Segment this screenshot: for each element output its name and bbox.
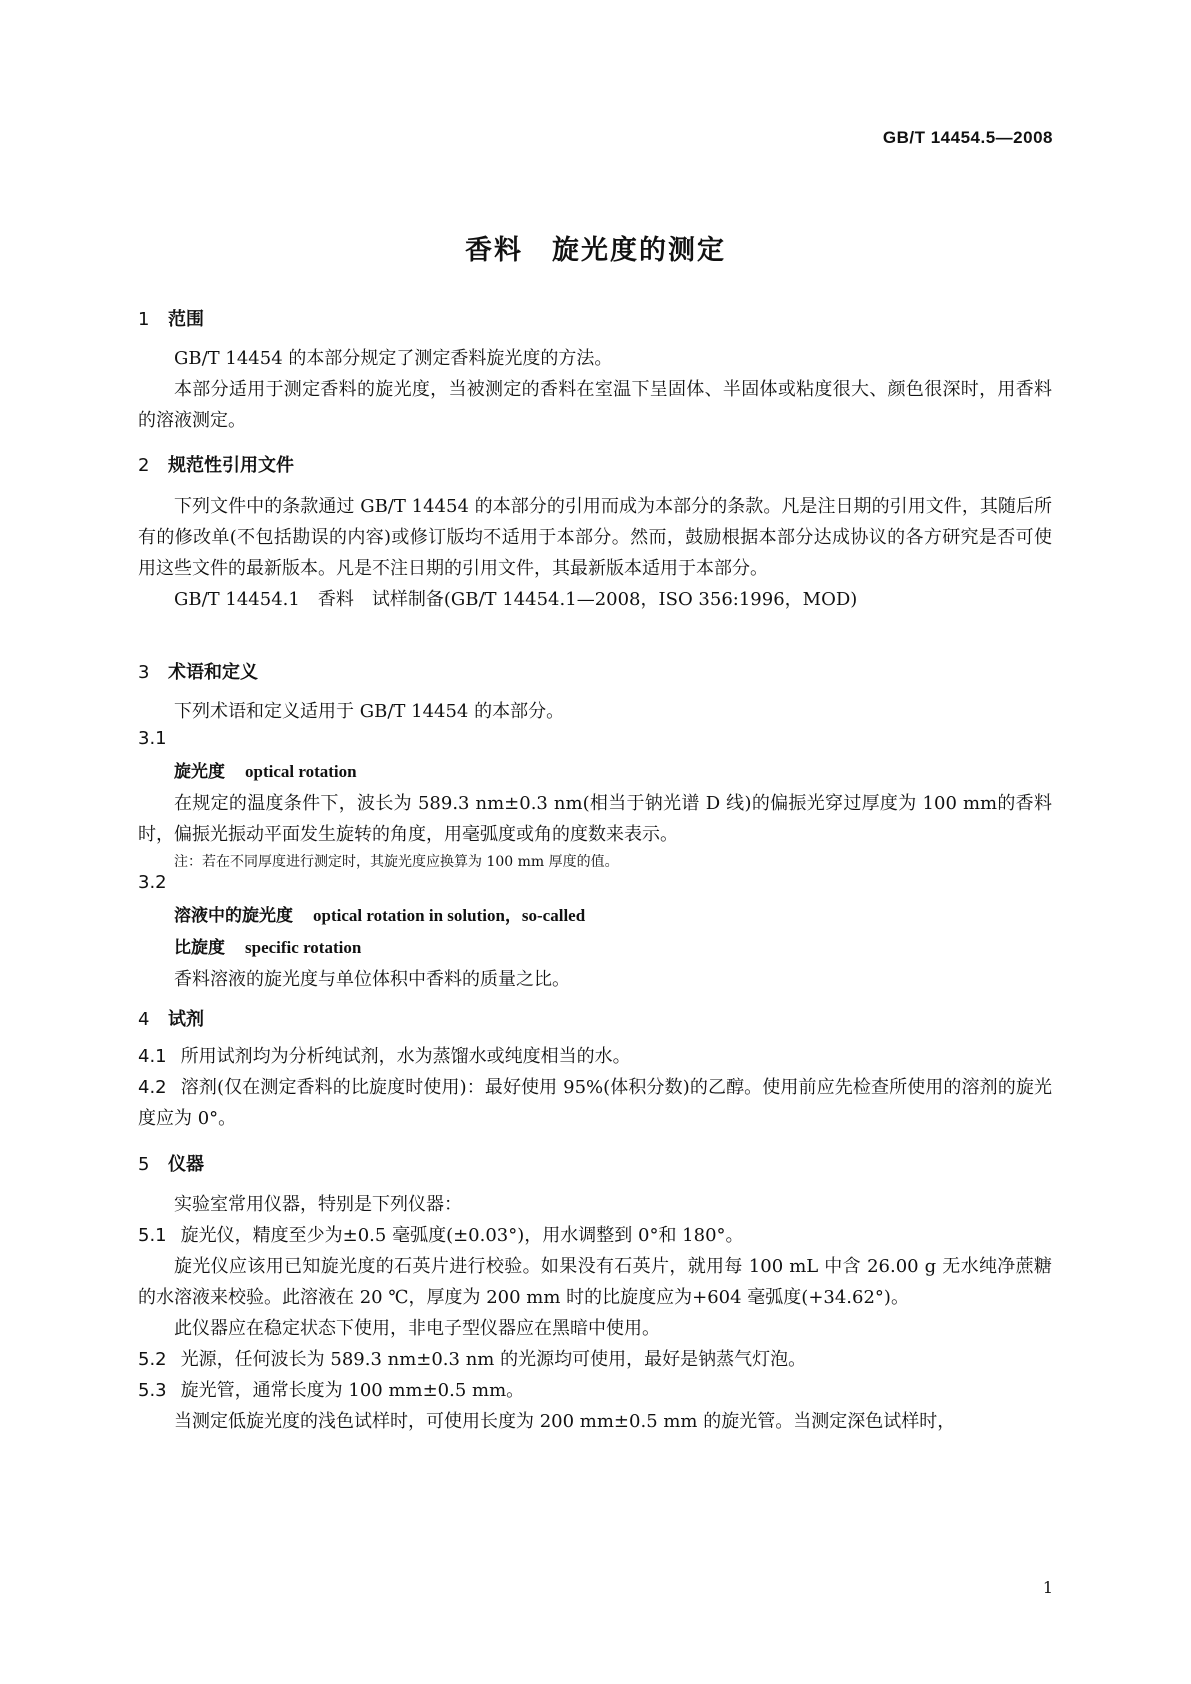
term-heading-alt [174, 932, 1052, 964]
section-5-intro [138, 1189, 1052, 1220]
paragraph: 旋光仪应该用已知旋光度的石英片进行校验。如果没有石英片，就用每 100 mL 中含 26.00 g 无水纯净蔗糖的水溶液来校验。此溶液在 20 ℃，厚度为 200 mm 时的比旋度应为+604 毫弧度(+34.62°)。 [138, 1256, 1052, 1308]
definition: 在规定的温度条件下，波长为 589.3 nm±0.3 nm(相当于钠光谱 D 线)的偏振光穿过厚度为 100 mm的香料时，偏振光振动平面发生旋转的角度，用毫弧度或角的度数来表示。 [138, 793, 1052, 845]
section-title: 术语和定义 [168, 662, 258, 683]
paragraph: GB/T 14454 的本部分规定了测定香料旋光度的方法。 [174, 348, 613, 369]
clause-text: 溶剂(仅在测定香料的比旋度时使用)：最好使用 95%(体积分数)的乙醇。使用前应先检查所使用的溶剂的旋光度应为 0°。 [138, 1077, 1052, 1129]
reference-entry: GB/T 14454.1 香料 试样制备(GB/T 14454.1—2008，ISO 356:1996，MOD) [174, 589, 858, 610]
definition: 香料溶液的旋光度与单位体积中香料的质量之比。 [174, 969, 570, 990]
section-title: 范围 [168, 309, 204, 330]
section-number: 4 [138, 1009, 150, 1030]
term-zh: 旋光度 [174, 762, 225, 782]
clause-number: 4.1 [138, 1046, 167, 1067]
term-heading [174, 756, 1052, 788]
term-zh: 溶液中的旋光度 [174, 906, 293, 926]
paragraph: 当测定低旋光度的浅色试样时，可使用长度为 200 mm±0.5 mm 的旋光管。当测定深色试样时， [174, 1411, 956, 1432]
clause-5-2 [138, 1344, 1052, 1375]
section-5-heading [138, 1150, 204, 1176]
section-2-heading [138, 451, 294, 477]
clause-5-1 [138, 1220, 1052, 1251]
section-number: 1 [138, 309, 150, 330]
section-title: 试剂 [168, 1009, 204, 1030]
paragraph: 本部分适用于测定香料的旋光度，当被测定的香料在室温下呈固体、半固体或粘度很大、颜色很深时，用香料的溶液测定。 [138, 379, 1052, 431]
standard-code: GB/T 14454.5—2008 [882, 128, 1053, 147]
clause-number: 4.2 [138, 1077, 167, 1098]
term-en: optical rotation [245, 762, 357, 781]
section-2-body [138, 491, 1052, 615]
term-en: optical rotation in solution，so-called [313, 906, 586, 925]
section-1-body [138, 343, 1052, 436]
section-3-heading [138, 658, 258, 684]
section-3-intro [138, 696, 1052, 727]
section-number: 5 [138, 1154, 150, 1175]
clause-text: 光源，任何波长为 589.3 nm±0.3 nm 的光源均可使用，最好是钠蒸气灯泡。 [180, 1349, 807, 1370]
section-number: 3 [138, 662, 150, 683]
section-1-heading [138, 305, 204, 331]
clause-text: 所用试剂均为分析纯试剂，水为蒸馏水或纯度相当的水。 [180, 1046, 631, 1067]
page-number: 1 [1042, 1578, 1053, 1597]
note: 注：若在不同厚度进行测定时，其旋光度应换算为 100 mm 厚度的值。 [174, 854, 619, 870]
clause-5-1-body [138, 1251, 1052, 1344]
clause-text: 旋光仪，精度至少为±0.5 毫弧度(±0.03°)，用水调整到 0°和 180°。 [180, 1225, 744, 1246]
section-number: 2 [138, 455, 150, 476]
document-title: 香料 旋光度的测定 [465, 235, 726, 266]
term-heading [174, 900, 1052, 932]
clause-number: 5.1 [138, 1225, 167, 1246]
clause-5-3 [138, 1375, 1052, 1406]
paragraph: 此仪器应在稳定状态下使用，非电子型仪器应在黑暗中使用。 [174, 1318, 660, 1339]
paragraph: 实验室常用仪器，特别是下列仪器： [174, 1194, 462, 1215]
clause-4-2 [138, 1072, 1052, 1134]
paragraph: 下列术语和定义适用于 GB/T 14454 的本部分。 [174, 701, 565, 722]
section-4-heading [138, 1005, 204, 1031]
term-3-2 [138, 900, 1052, 995]
term-zh: 比旋度 [174, 938, 225, 958]
clause-5-3-body [138, 1406, 1052, 1437]
clause-3-1-number: 3.1 [138, 728, 167, 749]
clause-4-1 [138, 1041, 1052, 1072]
clause-number: 5.2 [138, 1349, 167, 1370]
clause-number: 5.3 [138, 1380, 167, 1401]
section-title: 规范性引用文件 [168, 455, 294, 476]
section-title: 仪器 [168, 1154, 204, 1175]
term-3-1 [138, 756, 1052, 874]
clause-3-2-number: 3.2 [138, 872, 167, 893]
paragraph: 下列文件中的条款通过 GB/T 14454 的本部分的引用而成为本部分的条款。凡是注日期的引用文件，其随后所有的修改单(不包括勘误的内容)或修订版均不适用于本部分。然而，鼓励根据本部分达成协议的各方研究是否可使用这些文件的最新版本。凡是不注日期的引用文件，其最新版本适用于本部分。 [138, 496, 1052, 579]
clause-text: 旋光管，通常长度为 100 mm±0.5 mm。 [180, 1380, 525, 1401]
term-en: specific rotation [245, 938, 362, 957]
